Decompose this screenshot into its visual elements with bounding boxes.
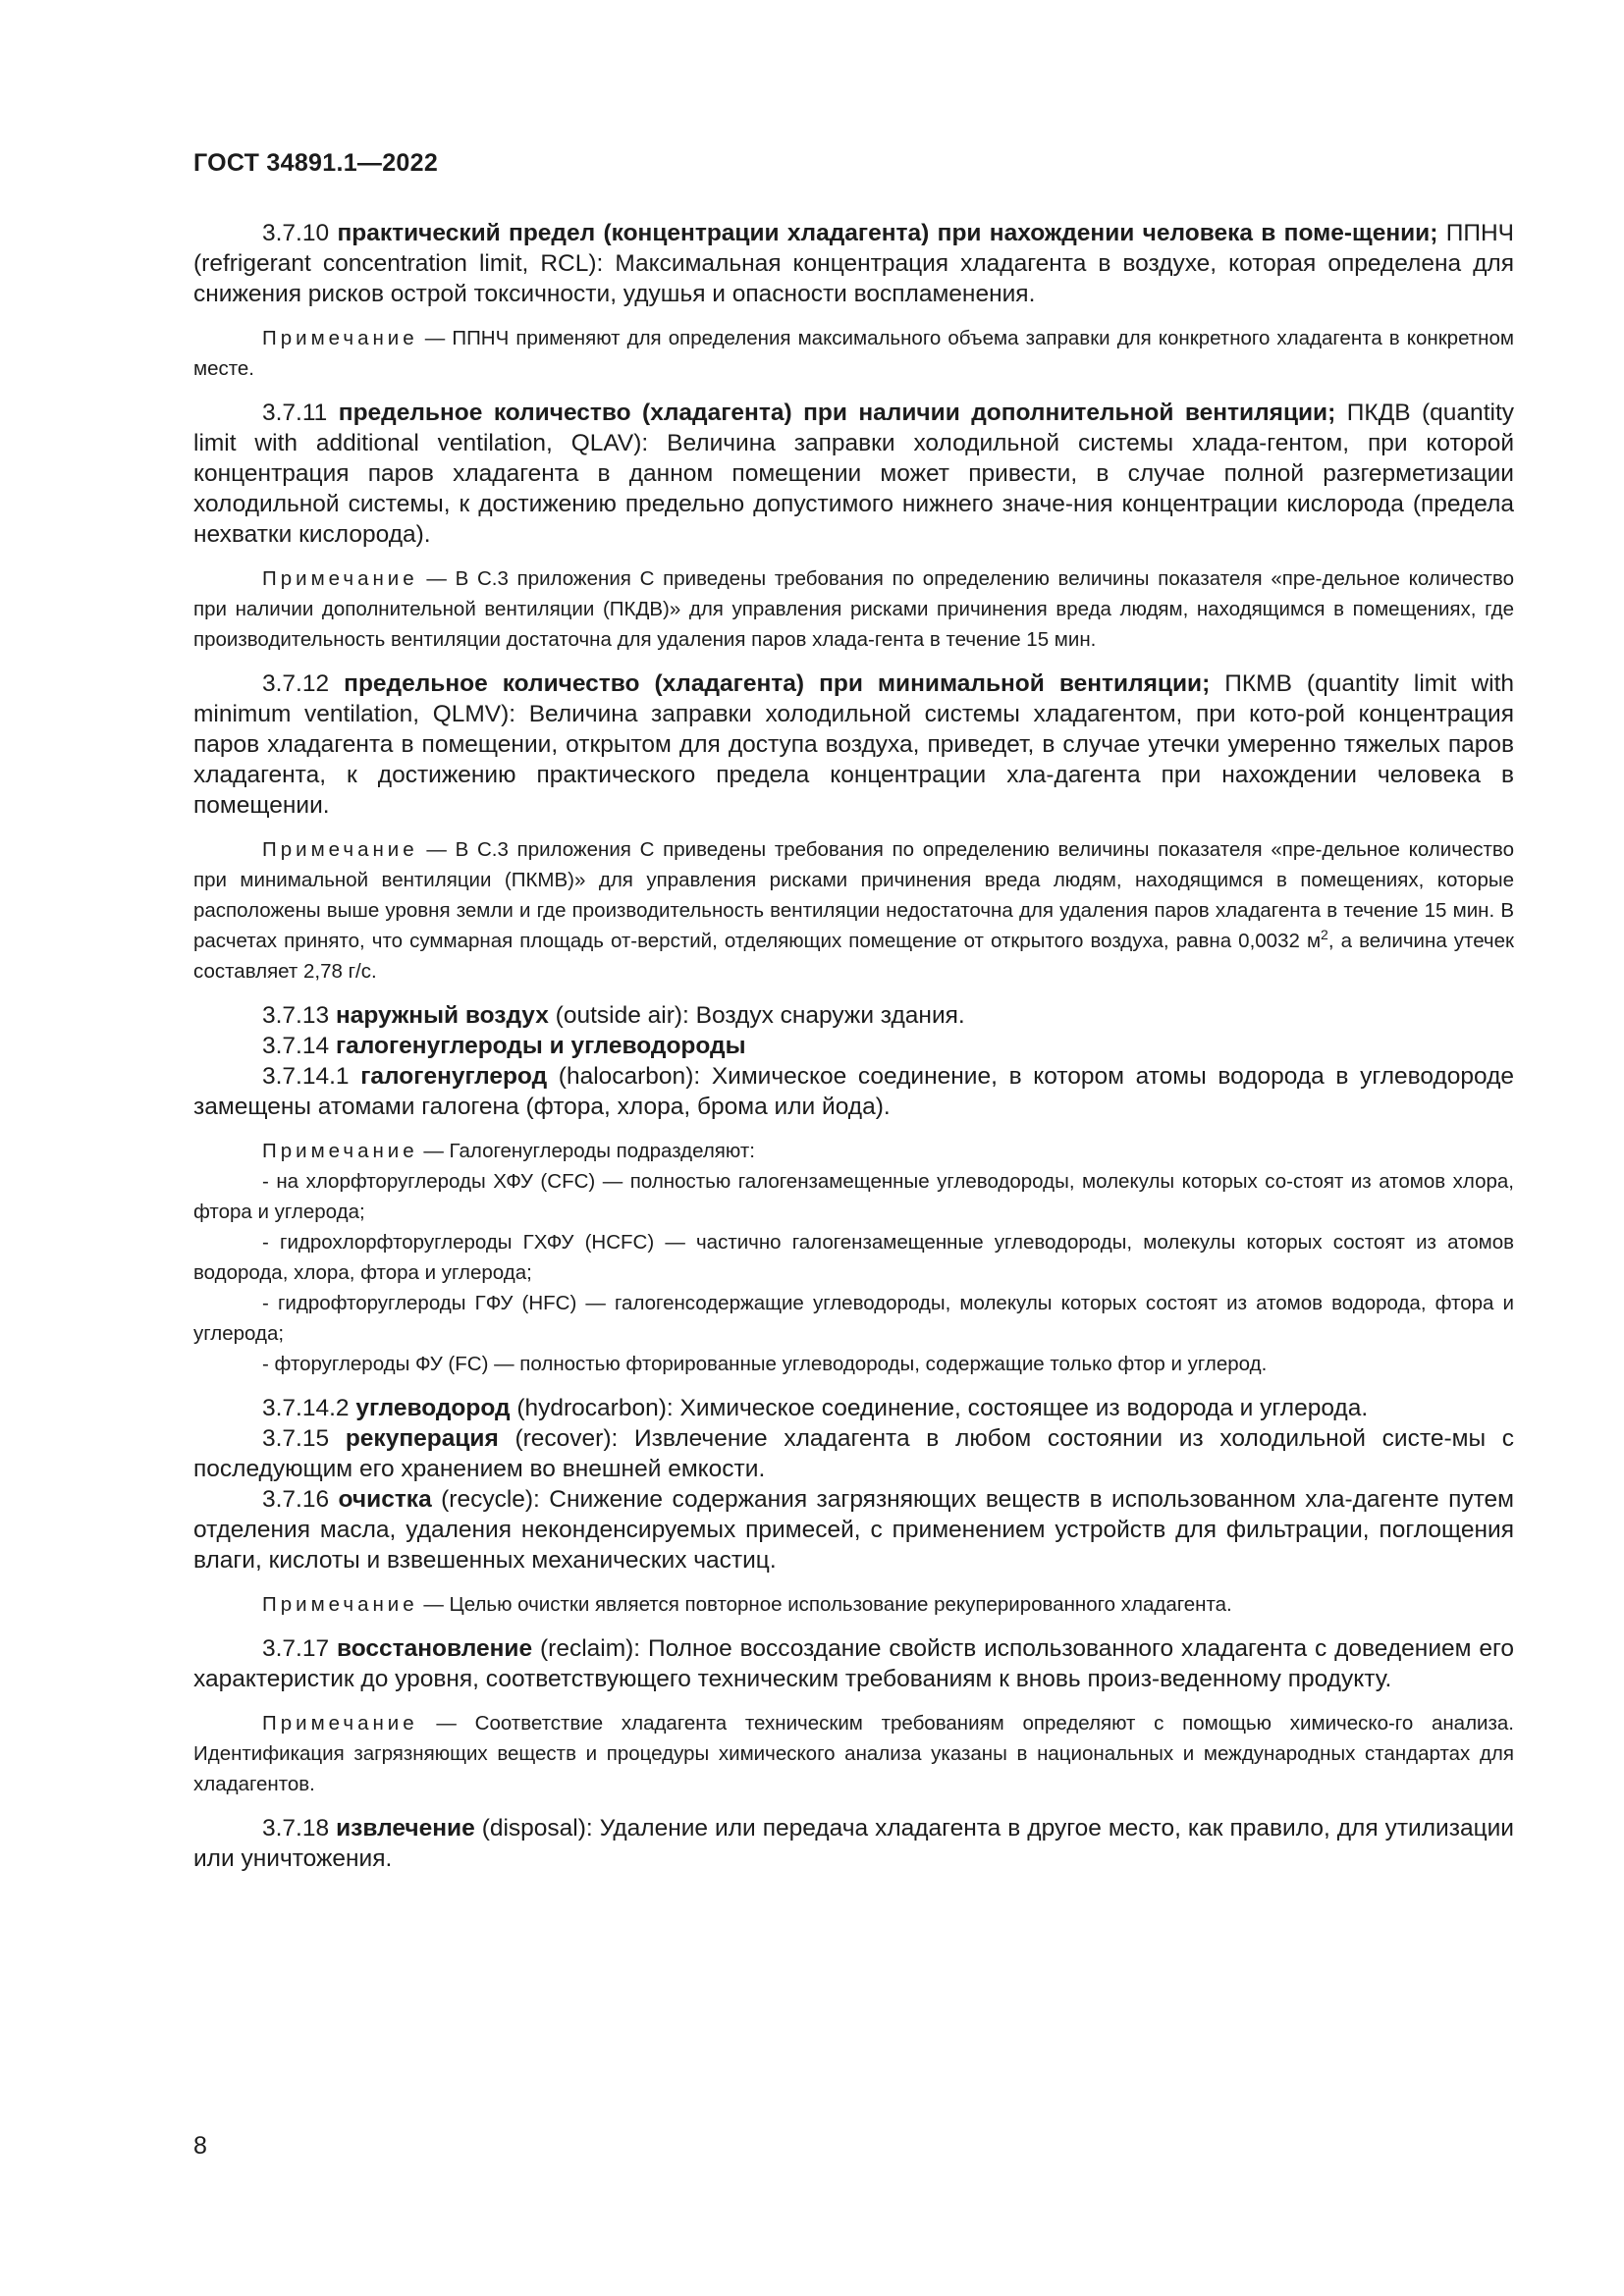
note-3-7-16	[193, 1589, 1514, 1620]
document-header: ГОСТ 34891.1—2022	[193, 149, 439, 177]
clause-term: очистка	[338, 1486, 432, 1513]
clause-definition: Извлечение хладагента в любом состоянии из холодильной систе-мы с последующим его хранением во внешней емкости.	[193, 1425, 1515, 1482]
note-3-7-10	[193, 323, 1514, 384]
clause-number: 3.7.17	[262, 1635, 330, 1662]
clause-definition: Химическое соединение, в котором атомы водорода в углеводороде замещены атомами галогена (фтора, хлора, брома или йода).	[193, 1063, 1515, 1120]
clause-number: 3.7.11	[262, 400, 328, 426]
clause-definition: Удаление или передача хладагента в другое место, как правило, для утилизации или уничтожения.	[193, 1815, 1514, 1872]
note-text: — В С.3 приложения С приведены требования по определению величины показателя «пре-дельное количество при минимальной вентиляции (ПКМВ)» для управления рисками причинения вреда людям, находящимся в помещениях, которые расположены выше уровня земли и где производительность вентиляции недостаточна для удаления паров хладагента в течение 15 мин. В расчетах принято, что суммарная площадь от-верстий, отделяющих помещение от открытого воздуха, равна 0,0032 м	[193, 838, 1514, 952]
clause-definition: Максимальная концентрация хладагента в воздухе, которая определена для снижения рисков острой токсичности, удушья и опасности воспламенения.	[193, 250, 1514, 307]
clause-3-7-13	[193, 1000, 1514, 1031]
page-number: 8	[193, 2132, 207, 2160]
clause-3-7-16	[193, 1484, 1514, 1575]
note-superscript: 2	[1321, 927, 1328, 943]
clause-term: галогенуглерод	[360, 1063, 548, 1090]
clause-3-7-15	[193, 1423, 1514, 1484]
clause-term: предельное количество (хладагента) при минимальной вентиляции;	[344, 670, 1211, 697]
clause-number: 3.7.14.1	[262, 1063, 350, 1090]
clause-number: 3.7.14	[262, 1033, 330, 1059]
clause-definition: Снижение содержания загрязняющих веществ в использованном хла-дагенте путем отделения масла, удаления неконденсируемых примесей, с применением устройств для фильтрации, поглощения влаги, кислоты и взвешенных механических частиц.	[193, 1486, 1515, 1574]
clause-3-7-10	[193, 218, 1514, 309]
note-text-after: , а величина утечек составляет 2,78 г/с.	[193, 930, 1514, 983]
clause-number: 3.7.15	[262, 1425, 330, 1452]
clause-term: извлечение	[336, 1815, 475, 1842]
note-text: — Целью очистки является повторное использование рекуперированного хладагента.	[423, 1593, 1232, 1616]
clause-abbreviation: (recycle):	[441, 1486, 540, 1513]
clause-abbreviation: (reclaim):	[540, 1635, 641, 1662]
document-body	[193, 218, 1514, 1874]
clause-number: 3.7.16	[262, 1486, 330, 1513]
note-label: Примечание	[262, 838, 418, 861]
clause-3-7-14-1	[193, 1061, 1514, 1122]
clause-term: наружный воздух	[335, 1002, 549, 1029]
note-list-item: - гидрофторуглероды ГФУ (HFC) — галогенсодержащие углеводороды, молекулы которых состоят из атомов водорода, фтора и углерода;	[193, 1292, 1514, 1345]
clause-definition: Полное воссоздание свойств использованного хладагента с доведением его характеристик до уровня, соответствующего техническим требованиям к вновь произ-веденному продукту.	[193, 1635, 1515, 1692]
clause-definition: Воздух снаружи здания.	[695, 1002, 965, 1029]
note-list-item: - на хлорфторуглероды ХФУ (CFC) — полностью галогензамещенные углеводороды, молекулы которых со-стоят из атомов хлора, фтора и углерода;	[193, 1170, 1514, 1223]
note-label: Примечание	[262, 567, 418, 590]
clause-3-7-18	[193, 1813, 1514, 1874]
note-text: — Соответствие хладагента техническим требованиям определяют с помощью химическо-го анализа. Идентификация загрязняющих веществ и процедуры химического анализа указаны в национальных и международных стандартах для хладагентов.	[193, 1712, 1514, 1795]
clause-definition: Величина заправки холодильной системы хладагентом, при кото-рой концентрация паров хладагента в помещении, открытом для доступа воздуха, приведет, в случае утечки умеренно тяжелых паров хладагента, к достижению практического предела концентрации хла-дагента при нахождении человека в помещении.	[193, 701, 1515, 819]
clause-abbreviation: (halocarbon):	[558, 1063, 701, 1090]
clause-number: 3.7.13	[262, 1002, 330, 1029]
clause-definition: Величина заправки холодильной системы хлада-гентом, при которой концентрация паров хладагента в данном помещении может привести, в случае полной разгерметизации холодильной системы, к достижению предельно допустимого нижнего значе-ния концентрации кислорода (предела нехватки кислорода).	[193, 430, 1515, 548]
clause-3-7-11	[193, 398, 1514, 550]
note-3-7-17	[193, 1708, 1514, 1799]
clause-abbreviation: (outside air):	[555, 1002, 689, 1029]
clause-term: рекуперация	[345, 1425, 499, 1452]
clause-number: 3.7.10	[262, 220, 330, 246]
clause-term: предельное количество (хладагента) при наличии дополнительной вентиляции;	[338, 400, 1336, 426]
note-label: Примечание	[262, 1140, 418, 1162]
note-3-7-12	[193, 834, 1514, 987]
clause-definition: Химическое соединение, состоящее из водорода и углерода.	[679, 1395, 1369, 1421]
note-text: — В С.3 приложения С приведены требования по определению величины показателя «пре-дельное количество при наличии дополнительной вентиляции (ПКДВ)» для управления рисками причинения вреда людям, находящимся в помещениях, где производительность вентиляции достаточна для удаления паров хлада-гента в течение 15 мин.	[193, 567, 1514, 651]
clause-abbreviation: (recover):	[514, 1425, 619, 1452]
clause-term: восстановление	[337, 1635, 533, 1662]
clause-3-7-14-2	[193, 1393, 1514, 1423]
clause-number: 3.7.12	[262, 670, 330, 697]
clause-term: углеводород	[355, 1395, 511, 1421]
clause-term: галогенуглероды и углеводороды	[335, 1033, 746, 1059]
clause-term: практический предел (концентрации хладагента) при нахождении человека в поме-щении;	[337, 220, 1438, 246]
clause-3-7-17	[193, 1633, 1514, 1694]
note-label: Примечание	[262, 1712, 418, 1735]
note-text: — Галогенуглероды подразделяют:	[423, 1140, 755, 1162]
clause-3-7-12	[193, 668, 1514, 821]
note-3-7-11	[193, 563, 1514, 655]
note-label: Примечание	[262, 327, 418, 349]
clause-abbreviation: ПКМВ (quantity limit with minimum ventilation, QLMV):	[193, 670, 1515, 727]
note-label: Примечание	[262, 1593, 418, 1616]
clause-abbreviation: (hydrocarbon):	[516, 1395, 674, 1421]
note-list-item: - гидрохлорфторуглероды ГХФУ (HCFC) — частично галогензамещенные углеводороды, молекулы которых состоят из атомов водорода, хлора, фтора и углерода;	[193, 1231, 1514, 1284]
clause-3-7-14	[193, 1031, 1514, 1061]
note-text: — ППНЧ применяют для определения максимального объема заправки для конкретного хладагента в конкретном месте.	[193, 327, 1514, 380]
note-3-7-14-1	[193, 1136, 1514, 1166]
clause-abbreviation: (disposal):	[481, 1815, 593, 1842]
clause-abbreviation: ПКДВ (quantity limit with additional ventilation, QLAV):	[193, 400, 1514, 456]
clause-abbreviation: ППНЧ (refrigerant concentration limit, RCL):	[193, 220, 1514, 277]
clause-number: 3.7.18	[262, 1815, 330, 1842]
note-list-item: - фторуглероды ФУ (FC) — полностью фторированные углеводороды, содержащие только фтор и углерод.	[262, 1353, 1268, 1375]
clause-number: 3.7.14.2	[262, 1395, 350, 1421]
